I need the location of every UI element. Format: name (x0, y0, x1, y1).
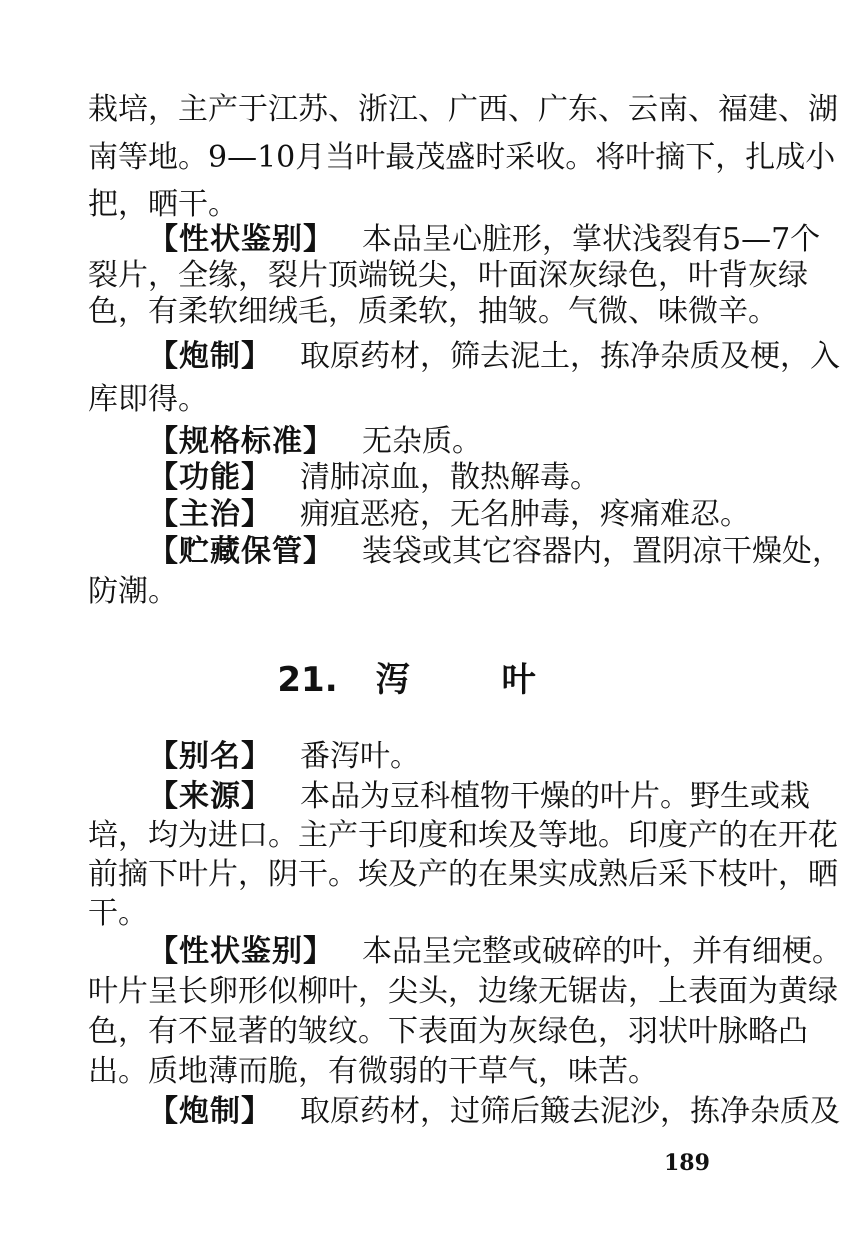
gongneng-label: 【功能】 (148, 460, 272, 495)
text-line: 栽培，主产于江苏、浙江、广西、广东、云南、福建、湖 (88, 92, 838, 127)
text-line: 南等地。9—10月当叶最茂盛时采收。将叶摘下，扎成小 (88, 140, 836, 175)
laiyuan-label: 【来源】 (148, 779, 272, 814)
zhucang-label: 【贮藏保管】 (148, 534, 334, 569)
text-line: 干。 (88, 896, 148, 931)
bieming-label: 【别名】 (148, 739, 272, 774)
text-line: 培，均为进口。主产于印度和埃及等地。印度产的在开花 (88, 818, 838, 853)
xingzhuang2-line-1 (148, 930, 842, 974)
text-line: 把，晒干。 (88, 187, 238, 222)
text-line: 前摘下叶片，阴干。埃及产的在果实成熟后采下枝叶，晒 (88, 857, 838, 892)
text-span: 装袋或其它容器内，置阴凉干燥处， (362, 534, 842, 569)
paozhi-line-1 (148, 335, 840, 379)
guige-label: 【规格标准】 (148, 424, 334, 459)
section-title-char: 泻 (375, 660, 410, 700)
text-span: 痈疽恶疮，无名肿毒，疼痛难忍。 (300, 497, 750, 532)
paozhi2-label: 【炮制】 (148, 1094, 272, 1129)
bieming-line (148, 735, 768, 779)
section-heading (0, 655, 813, 705)
section-number: 21. (277, 660, 338, 700)
paozhi-label: 【炮制】 (148, 339, 272, 374)
text-span: 番泻叶。 (300, 739, 420, 774)
text-line: 防潮。 (88, 574, 178, 609)
text-span: 取原药材，过筛后簸去泥沙，拣净杂质及 (300, 1094, 840, 1129)
zhuzhi-label: 【主治】 (148, 497, 272, 532)
text-span: 取原药材，筛去泥土，拣净杂质及梗，入 (300, 339, 840, 374)
text-line: 色，有柔软细绒毛，质柔软，抽皱。气微、味微辛。 (88, 294, 778, 329)
section-title-char: 叶 (501, 660, 536, 700)
xingzhuang2-label: 【性状鉴别】 (148, 934, 334, 969)
text-span: 本品呈心脏形，掌状浅裂有5—7个 (362, 222, 821, 257)
text-span: 本品呈完整或破碎的叶，并有细梗。 (362, 934, 842, 969)
page-number: 189 (664, 1150, 710, 1176)
text-line: 裂片，全缘，裂片顶端锐尖，叶面深灰绿色，叶背灰绿 (88, 258, 808, 293)
paozhi2-line-1 (148, 1090, 840, 1134)
text-span: 清肺凉血，散热解毒。 (300, 460, 600, 495)
text-span: 无杂质。 (362, 424, 482, 459)
text-line: 库即得。 (88, 382, 208, 417)
zhucang-line-1 (148, 530, 842, 574)
xingzhuang-label: 【性状鉴别】 (148, 222, 334, 257)
text-line: 叶片呈长卵形似柳叶，尖头，边缘无锯齿，上表面为黄绿 (88, 974, 838, 1009)
text-span: 本品为豆科植物干燥的叶片。野生或栽 (300, 779, 810, 814)
laiyuan-line-1 (148, 775, 810, 819)
text-line: 色，有不显著的皱纹。下表面为灰绿色，羽状叶脉略凸 (88, 1014, 808, 1049)
text-line: 出。质地薄而脆，有微弱的干草气，味苦。 (88, 1054, 658, 1089)
